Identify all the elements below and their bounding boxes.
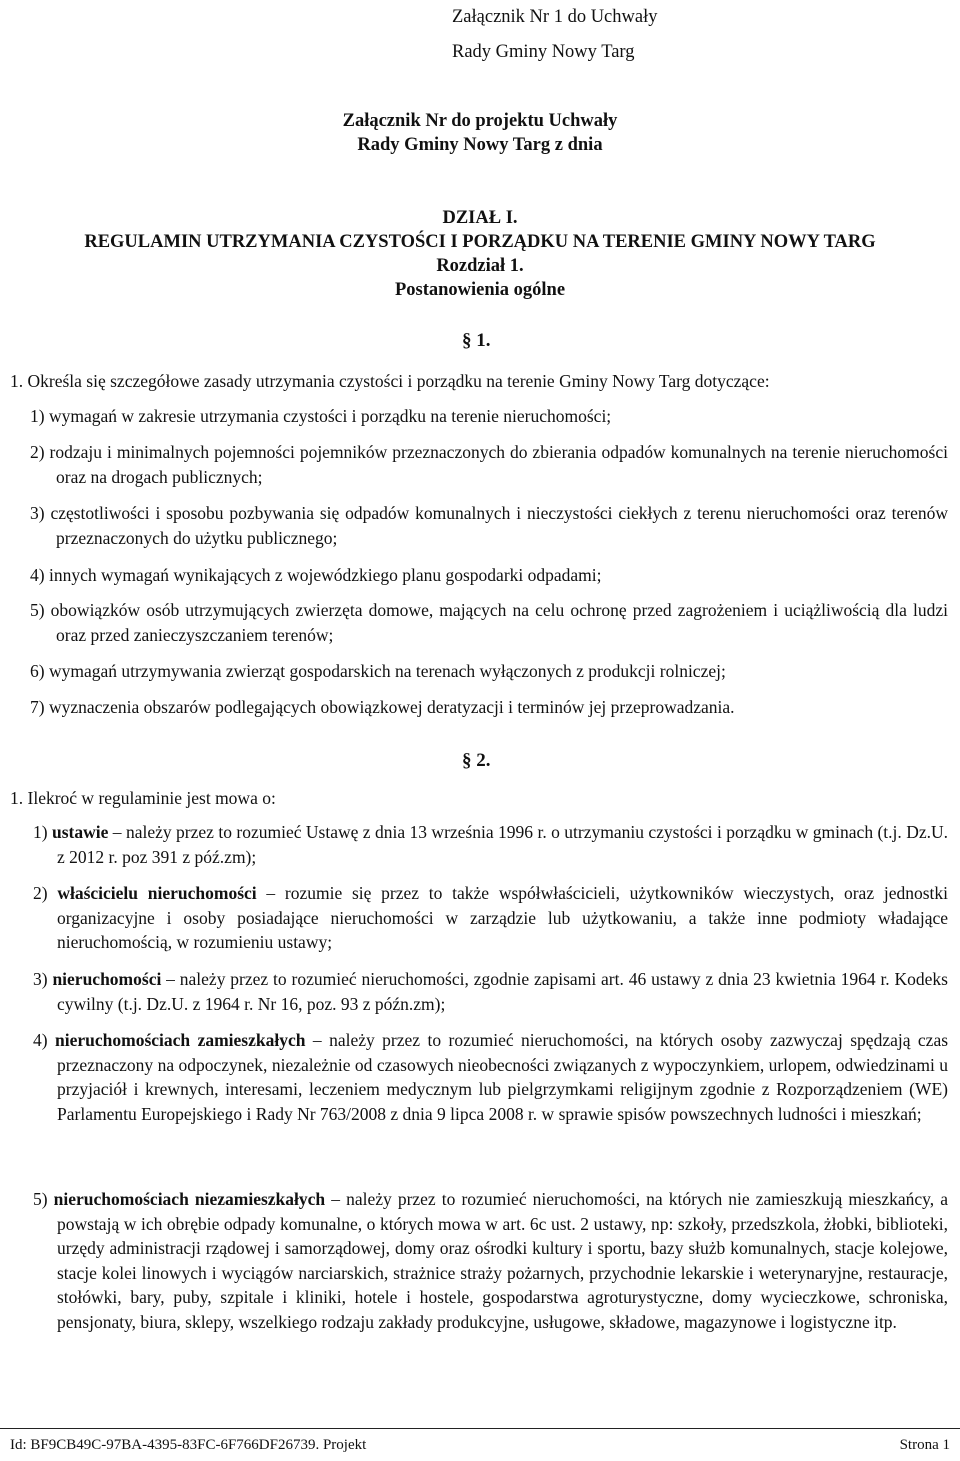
footer-page-number: Strona 1 — [899, 1437, 950, 1453]
list-item: 4) innych wymagań wynikających z wojewódzkiego planu gospodarki odpadami; — [30, 565, 602, 585]
definition-item: 2) właścicielu nieruchomości – rozumie się przez to także współwłaścicieli, użytkowników wieczystych, oraz jednostki organizacyjne i osoby posiadające nieruchomości w zarządzie lub użytkowaniu, a także inne podmioty władające nieruchomością, w rozumieniu ustawy; — [33, 883, 948, 952]
definition-term: ustawie — [52, 822, 109, 842]
definition-term: nieruchomościach niezamieszkałych — [53, 1189, 326, 1209]
project-line-2: Rady Gminy Nowy Targ z dnia — [357, 135, 603, 155]
list-item: 6) wymagań utrzymywania zwierząt gospodarskich na terenach wyłączonych z produkcji rolniczej; — [30, 661, 726, 681]
paragraph-1-sign: § 1. — [462, 330, 491, 351]
list-item: 5) obowiązków osób utrzymujących zwierzęta domowe, mających na celu ochronę przed zagrożeniem i uciążliwością dla ludzi oraz przed zanieczyszczaniem terenów; — [30, 600, 948, 645]
attachment-line-1: Załącznik Nr 1 do Uchwały — [452, 7, 658, 27]
rozdzial-heading: Rozdział 1. — [436, 256, 524, 276]
definition-term: nieruchomości — [52, 969, 162, 989]
regulamin-heading: REGULAMIN UTRZYMANIA CZYSTOŚCI I PORZĄDKU NA TERENIE GMINY NOWY TARG — [84, 232, 876, 252]
project-header — [0, 109, 960, 157]
definition-item: 5) nieruchomościach niezamieszkałych – należy przez to rozumieć nieruchomości, na których nie zamieszkują mieszkańcy, a powstają w ich obrębie odpady komunalne, o których mowa w art. 6c ust. 2 ustawy, np: szkoły, przedszkola, żłobki, biblioteki, urzędy administracji rządowej i samorządowej, domy oraz ośrodki kultury i sportu, bazy służb komunalnych, stacje kolejowe, stacje kolei linowych i wyciągów narciarskich, strażnice straży pożarnych, przychodnie lekarskie i weterynaryjne, restauracje, stołówki, bary, puby, szpitale i kliniki, hotele i hostele, gospodarstwa agroturystyczne, domy wycieczkowe, schroniska, pensjonaty, biura, sklepy, wszelkiego rodzaju zakłady produkcyjne, usługowe, składowe, magazynowe i logistyczne itp. — [33, 1189, 949, 1332]
attachment-line-2: Rady Gminy Nowy Targ — [452, 42, 635, 62]
list-item: 3) częstotliwości i sposobu pozbywania się odpadów komunalnych i nieczystości ciekłych z terenu nieruchomości oraz terenów przeznaczonych do użytku publicznego; — [30, 503, 948, 548]
footer-divider — [0, 1428, 960, 1429]
project-line-1: Załącznik Nr do projektu Uchwały — [342, 111, 618, 131]
list-item: 7) wyznaczenia obszarów podlegających obowiązkowej deratyzacji i terminów jej przeprowadzania. — [30, 697, 735, 717]
paragraph-1-intro-text: Określa się szczegółowe zasady utrzymania czystości i porządku na terenie Gminy Nowy Targ dotyczące: — [27, 371, 770, 391]
paragraph-1-intro — [10, 369, 955, 393]
attachment-header — [452, 0, 932, 70]
definition-item: 1) ustawie – należy przez to rozumieć Ustawę z dnia 13 września 1996 r. o utrzymaniu czystości i porządku w gminach (t.j. Dz.U. z 2012 r. poz 391 z póź.zm); — [33, 822, 948, 867]
paragraph-2-sign: § 2. — [462, 750, 491, 771]
paragraph-1-intro-num: 1. — [10, 371, 24, 391]
document-title — [0, 206, 960, 302]
footer-document-id: Id: BF9CB49C-97BA-4395-83FC-6F766DF26739. Projekt — [10, 1437, 367, 1453]
definition-term: właścicielu nieruchomości — [57, 883, 257, 903]
definition-term: nieruchomościach zamieszkałych — [55, 1030, 306, 1050]
paragraph-2-intro: 1. Ilekroć w regulaminie jest mowa o: — [10, 788, 276, 808]
definition-item: 3) nieruchomości – należy przez to rozumieć nieruchomości, zgodnie zapisami art. 46 ustawy z dnia 23 kwietnia 1964 r. Kodeks cywilny (t.j. Dz.U. z 1964 r. Nr 16, poz. 93 z późn.zm); — [33, 969, 948, 1014]
definition-item: 4) nieruchomościach zamieszkałych – należy przez to rozumieć nieruchomości, na których osoby zazwyczaj spędzają czas przeznaczony na odpoczynek, niezależnie od czasowych nieobecności związanych z wypoczynkiem, urlopem, odwiedzinami u przyjaciół i krewnych, interesami, leczeniem medycznym lub pielgrzymkami religijnym zgodnie z Rozporządzeniem (WE) Parlamentu Europejskiego i Rady Nr 763/2008 z dnia 9 lipca 2008 r. w sprawie spisów powszechnych ludności i mieszkań; — [33, 1030, 949, 1124]
list-item: 2) rodzaju i minimalnych pojemności pojemników przeznaczonych do zbierania odpadów komunalnych na terenie nieruchomości oraz na drogach publicznych; — [30, 442, 948, 487]
postanowienia-heading: Postanowienia ogólne — [394, 280, 566, 300]
dzial-heading: DZIAŁ I. — [442, 208, 518, 228]
list-item: 1) wymagań w zakresie utrzymania czystości i porządku na terenie nieruchomości; — [30, 406, 612, 426]
